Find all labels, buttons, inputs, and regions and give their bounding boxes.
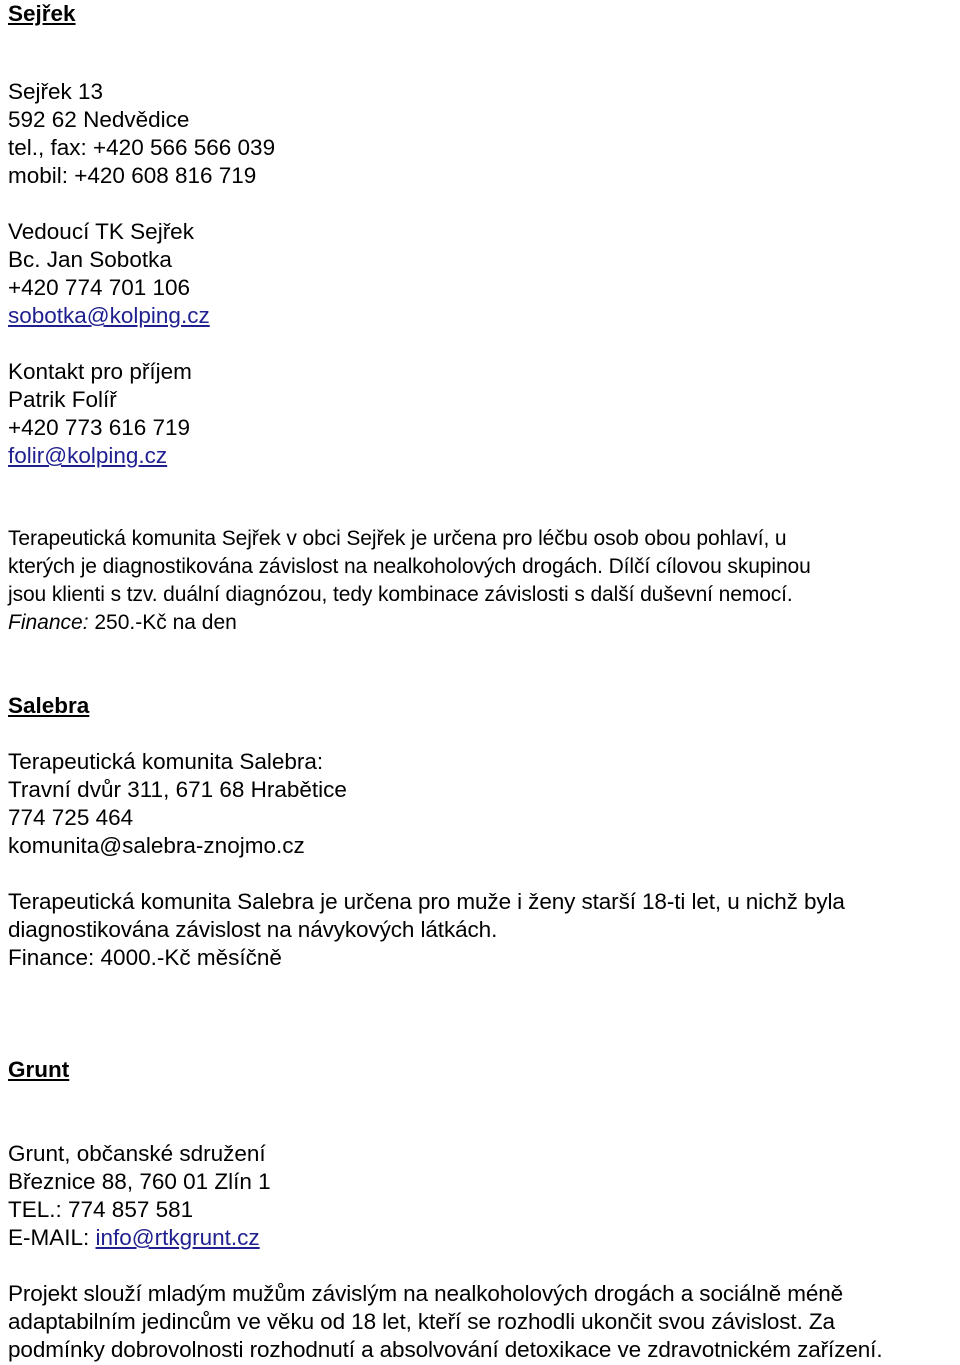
sejrek-phone-fax: tel., fax: +420 566 566 039: [8, 135, 276, 160]
sejrek-leader-name: Bc. Jan Sobotka: [8, 247, 172, 272]
sejrek-leader-email-link[interactable]: sobotka@kolping.cz: [8, 303, 210, 328]
salebra-finance: Finance: 4000.-Kč měsíčně: [8, 945, 282, 970]
sejrek-description-line: jsou klienti s tzv. duální diagnózou, tedy kombinace závislosti s další duševní nemocí.: [8, 583, 793, 606]
grunt-description-line: Projekt slouží mladým mužům závislým na nealkoholových drogách a sociálně méně: [8, 1281, 844, 1306]
grunt-phone: TEL.: 774 857 581: [8, 1197, 194, 1222]
grunt-description-line: podmínky dobrovolnosti rozhodnutí a absolvování detoxikace ve zdravotnickém zařízení.: [8, 1337, 883, 1362]
salebra-description-line: Terapeutická komunita Salebra je určena pro muže i ženy starší 18-ti let, u nichž byla: [8, 889, 845, 914]
grunt-name: Grunt, občanské sdružení: [8, 1141, 266, 1166]
sejrek-mobile: mobil: +420 608 816 719: [8, 163, 257, 188]
sejrek-finance-label: Finance:: [8, 611, 89, 634]
grunt-email-link[interactable]: info@rtkgrunt.cz: [95, 1225, 260, 1250]
sejrek-finance: [8, 609, 237, 637]
grunt-description-line: adaptabilním jedincům ve věku od 18 let, kteří se rozhodli ukončit svou závislost. Za: [8, 1309, 835, 1334]
sejrek-intake-title: Kontakt pro příjem: [8, 359, 192, 384]
sejrek-intake-phone: +420 773 616 719: [8, 415, 191, 440]
sejrek-heading: Sejřek: [8, 1, 76, 26]
sejrek-intake-email-link[interactable]: folir@kolping.cz: [8, 443, 168, 468]
salebra-email: komunita@salebra-znojmo.cz: [8, 833, 305, 858]
sejrek-description-line: kterých je diagnostikována závislost na nealkoholových drogách. Dílčí cílovou skupinou: [8, 555, 811, 578]
salebra-description-line: diagnostikována závislost na návykových látkách.: [8, 917, 498, 942]
sejrek-intake-name: Patrik Folíř: [8, 387, 117, 412]
grunt-email-label: E-MAIL:: [8, 1225, 96, 1250]
grunt-address: Březnice 88, 760 01 Zlín 1: [8, 1169, 271, 1194]
sejrek-leader-phone: +420 774 701 106: [8, 275, 191, 300]
sejrek-address-line-2: 592 62 Nedvědice: [8, 107, 190, 132]
salebra-address: Travní dvůr 311, 671 68 Hrabětice: [8, 777, 347, 802]
sejrek-description-line: Terapeutická komunita Sejřek v obci Sejřek je určena pro léčbu osob obou pohlaví, u: [8, 527, 787, 550]
sejrek-finance-value: 250.-Kč na den: [88, 611, 237, 634]
sejrek-address-line-1: Sejřek 13: [8, 79, 104, 104]
salebra-name: Terapeutická komunita Salebra:: [8, 749, 324, 774]
salebra-phone: 774 725 464: [8, 805, 134, 830]
grunt-email-line: [8, 1224, 260, 1252]
salebra-heading: Salebra: [8, 693, 90, 718]
sejrek-leader-title: Vedoucí TK Sejřek: [8, 219, 194, 244]
grunt-heading: Grunt: [8, 1057, 70, 1082]
